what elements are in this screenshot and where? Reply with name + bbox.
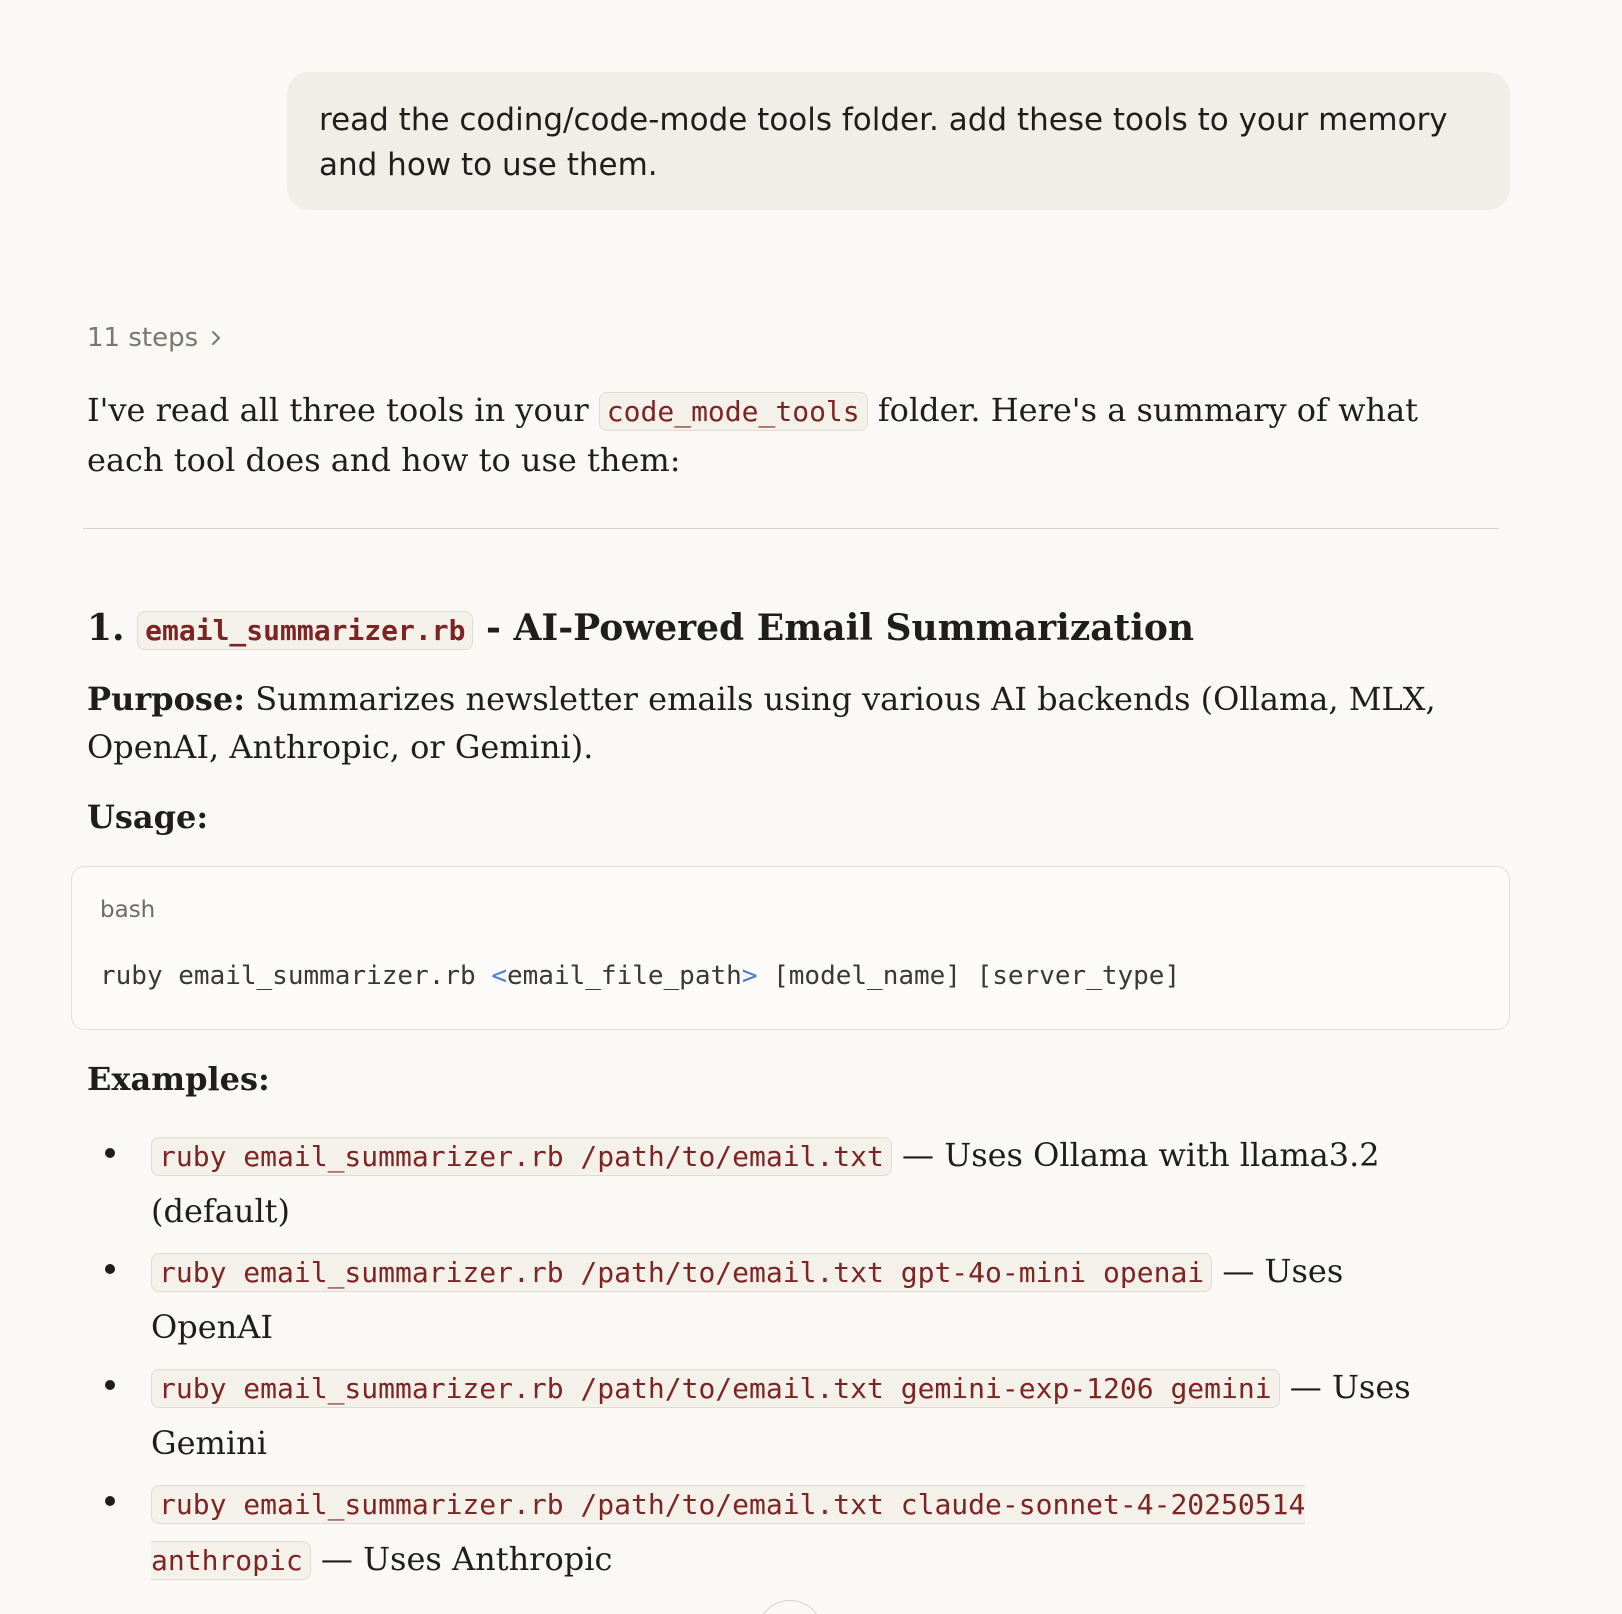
section-title: - AI-Powered Email Summarization (485, 607, 1195, 649)
usage-label: Usage: (87, 798, 209, 836)
code-line (100, 961, 1180, 991)
code-command: ruby email_summarizer.rb (100, 961, 492, 991)
scroll-down-button[interactable] (757, 1600, 823, 1614)
code-lt: < (491, 961, 507, 991)
list-item (87, 1128, 1387, 1238)
user-message-bubble (287, 72, 1510, 210)
intro-text-after: folder. Here's a summary of what each tool does and how to use them: (87, 391, 1418, 479)
bullet-icon (105, 1264, 115, 1274)
purpose-text: Summarizes newsletter emails using various AI backends (Ollama, MLX, OpenAI, Anthropic, or Gemini). (87, 680, 1436, 766)
user-message-text: read the coding/code-mode tools folder. add these tools to your memory and how to use them. (319, 102, 1448, 183)
example-code: ruby email_summarizer.rb /path/to/email.txt gpt-4o-mini openai (151, 1253, 1212, 1292)
examples-label: Examples: (87, 1060, 270, 1098)
steps-label: 11 steps (87, 323, 199, 353)
section-number: 1. (87, 607, 125, 649)
code-block[interactable] (71, 866, 1510, 1030)
example-desc: — Uses Anthropic (320, 1540, 613, 1578)
example-desc: — Uses OpenAI (151, 1252, 1344, 1346)
purpose-label: Purpose: (87, 680, 246, 718)
code-gt: > (741, 961, 758, 991)
inline-code-filename: email_summarizer.rb (137, 611, 473, 650)
inline-code-folder: code_mode_tools (599, 392, 868, 431)
steps-toggle[interactable] (87, 323, 222, 353)
code-language-label: bash (100, 897, 156, 923)
bullet-icon (105, 1380, 115, 1390)
purpose-paragraph (87, 675, 1467, 771)
intro-text-before: I've read all three tools in your (87, 391, 589, 429)
example-desc: — Uses Ollama with llama3.2 (default) (151, 1136, 1380, 1230)
list-item (87, 1244, 1397, 1354)
example-code: ruby email_summarizer.rb /path/to/email.txt gemini-exp-1206 gemini (151, 1369, 1280, 1408)
example-code: ruby email_summarizer.rb /path/to/email.txt (151, 1137, 892, 1176)
example-code: ruby email_summarizer.rb /path/to/email.txt claude-sonnet-4-20250514 anthropic (151, 1485, 1305, 1580)
divider (83, 528, 1499, 529)
list-item (87, 1360, 1467, 1470)
example-desc: — Uses Gemini (151, 1368, 1411, 1462)
intro-paragraph (87, 386, 1467, 484)
code-arg: email_file_path (507, 961, 742, 991)
list-item (87, 1476, 1387, 1588)
code-rest: [model_name] [server_type] (757, 961, 1181, 991)
bullet-icon (105, 1148, 115, 1158)
section-heading (87, 602, 1194, 657)
bullet-icon (105, 1496, 115, 1506)
chevron-right-icon (210, 329, 222, 347)
